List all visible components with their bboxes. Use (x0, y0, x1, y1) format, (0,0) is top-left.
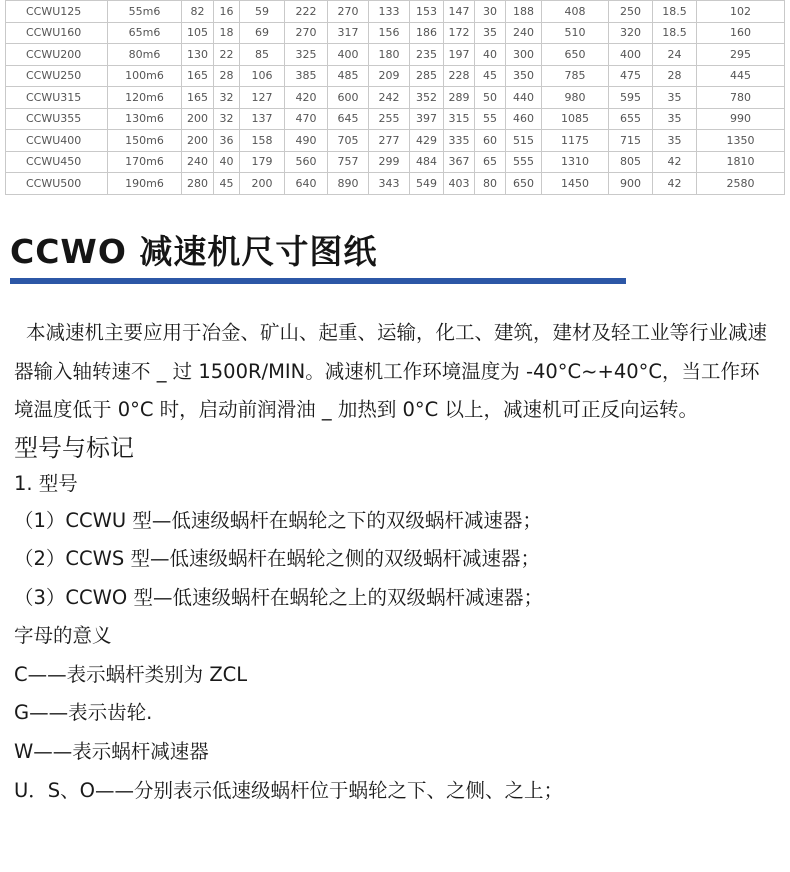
model-cell: CCWU250 (6, 65, 108, 87)
table-cell: 85 (240, 44, 285, 66)
table-cell: 22 (214, 44, 240, 66)
table-cell: 100m6 (108, 65, 182, 87)
table-cell: 1810 (697, 151, 785, 173)
table-cell: 133 (369, 1, 410, 23)
table-cell: 440 (506, 87, 542, 109)
table-cell: 352 (410, 87, 444, 109)
table-cell: 385 (285, 65, 328, 87)
table-cell: 50 (475, 87, 506, 109)
table-cell: 429 (410, 130, 444, 152)
table-cell: 270 (285, 22, 328, 44)
letter-meaning-line: W——表示蜗杆减速器 (14, 740, 209, 764)
table-cell: 28 (653, 65, 697, 87)
content-block (14, 314, 774, 810)
table-row (6, 22, 785, 44)
table-cell: 289 (444, 87, 475, 109)
table-cell: 757 (328, 151, 369, 173)
table-cell: 400 (328, 44, 369, 66)
table-cell: 45 (475, 65, 506, 87)
table-cell: 18.5 (653, 22, 697, 44)
table-cell: 325 (285, 44, 328, 66)
table-cell: 2580 (697, 173, 785, 195)
table-cell: 200 (182, 108, 214, 130)
table-cell: 299 (369, 151, 410, 173)
table-cell: 40 (475, 44, 506, 66)
table-cell: 515 (506, 130, 542, 152)
table-cell: 484 (410, 151, 444, 173)
table-cell: 130m6 (108, 108, 182, 130)
table-cell: 785 (542, 65, 609, 87)
table-cell: 705 (328, 130, 369, 152)
table-cell: 105 (182, 22, 214, 44)
table-cell: 715 (609, 130, 653, 152)
table-cell: 655 (609, 108, 653, 130)
table-cell: 150m6 (108, 130, 182, 152)
model-line: （1）CCWU 型—低速级蜗杆在蜗轮之下的双级蜗杆减速器； (14, 508, 542, 532)
table-cell: 315 (444, 108, 475, 130)
letter-meaning-line: U．S、O——分别表示低速级蜗杆位于蜗轮之下、之侧、之上； (14, 778, 563, 802)
table-cell: 30 (475, 1, 506, 23)
table-cell: 165 (182, 87, 214, 109)
table-cell: 42 (653, 151, 697, 173)
table-cell: 420 (285, 87, 328, 109)
model-line: （3）CCWO 型—低速级蜗杆在蜗轮之上的双级蜗杆减速器； (14, 585, 543, 609)
table-cell: 16 (214, 1, 240, 23)
table-cell: 403 (444, 173, 475, 195)
table-cell: 320 (609, 22, 653, 44)
table-cell: 280 (182, 173, 214, 195)
table-cell: 172 (444, 22, 475, 44)
table-cell: 55 (475, 108, 506, 130)
table-cell: 153 (410, 1, 444, 23)
table-cell: 645 (328, 108, 369, 130)
table-cell: 640 (285, 173, 328, 195)
table-row (6, 87, 785, 109)
table-cell: 408 (542, 1, 609, 23)
spec-table-body (6, 1, 785, 195)
section-title: CCWO 减速机尺寸图纸 (10, 232, 378, 271)
table-cell: 60 (475, 130, 506, 152)
table-cell: 65 (475, 151, 506, 173)
model-heading: 型号与标记 (14, 433, 134, 462)
table-cell: 200 (240, 173, 285, 195)
table-cell: 200 (182, 130, 214, 152)
table-row (6, 108, 785, 130)
table-cell: 555 (506, 151, 542, 173)
table-row (6, 1, 785, 23)
table-cell: 1450 (542, 173, 609, 195)
table-row (6, 130, 785, 152)
table-cell: 240 (182, 151, 214, 173)
table-cell: 35 (653, 108, 697, 130)
table-cell: 35 (653, 130, 697, 152)
table-cell: 147 (444, 1, 475, 23)
table-cell: 127 (240, 87, 285, 109)
table-cell: 80m6 (108, 44, 182, 66)
table-cell: 228 (444, 65, 475, 87)
table-cell: 179 (240, 151, 285, 173)
table-cell: 805 (609, 151, 653, 173)
model-line: （2）CCWS 型—低速级蜗杆在蜗轮之侧的双级蜗杆减速器； (14, 547, 540, 571)
table-cell: 595 (609, 87, 653, 109)
table-cell: 80 (475, 173, 506, 195)
letter-meaning-line: G——表示齿轮. (14, 701, 153, 725)
table-cell: 460 (506, 108, 542, 130)
table-cell: 890 (328, 173, 369, 195)
table-cell: 900 (609, 173, 653, 195)
table-cell: 400 (609, 44, 653, 66)
table-cell: 190m6 (108, 173, 182, 195)
table-cell: 560 (285, 151, 328, 173)
table-cell: 18 (214, 22, 240, 44)
table-cell: 650 (506, 173, 542, 195)
table-cell: 300 (506, 44, 542, 66)
table-cell: 317 (328, 22, 369, 44)
table-cell: 485 (328, 65, 369, 87)
table-cell: 549 (410, 173, 444, 195)
table-cell: 59 (240, 1, 285, 23)
table-cell: 180 (369, 44, 410, 66)
table-cell: 270 (328, 1, 369, 23)
table-cell: 106 (240, 65, 285, 87)
table-row (6, 44, 785, 66)
table-cell: 235 (410, 44, 444, 66)
table-cell: 490 (285, 130, 328, 152)
table-cell: 55m6 (108, 1, 182, 23)
table-cell: 82 (182, 1, 214, 23)
table-cell: 780 (697, 87, 785, 109)
table-cell: 295 (697, 44, 785, 66)
table-row (6, 65, 785, 87)
model-cell: CCWU450 (6, 151, 108, 173)
table-cell: 188 (506, 1, 542, 23)
table-cell: 35 (475, 22, 506, 44)
table-cell: 160 (697, 22, 785, 44)
table-cell: 69 (240, 22, 285, 44)
model-cell: CCWU160 (6, 22, 108, 44)
table-cell: 650 (542, 44, 609, 66)
table-cell: 285 (410, 65, 444, 87)
table-cell: 600 (328, 87, 369, 109)
table-cell: 186 (410, 22, 444, 44)
table-cell: 120m6 (108, 87, 182, 109)
table-cell: 475 (609, 65, 653, 87)
table-cell: 1310 (542, 151, 609, 173)
table-cell: 367 (444, 151, 475, 173)
table-cell: 165 (182, 65, 214, 87)
table-cell: 102 (697, 1, 785, 23)
table-cell: 277 (369, 130, 410, 152)
model-cell: CCWU315 (6, 87, 108, 109)
table-cell: 1085 (542, 108, 609, 130)
table-cell: 42 (653, 173, 697, 195)
table-cell: 45 (214, 173, 240, 195)
model-cell: CCWU125 (6, 1, 108, 23)
table-cell: 242 (369, 87, 410, 109)
table-cell: 1350 (697, 130, 785, 152)
table-cell: 40 (214, 151, 240, 173)
table-cell: 222 (285, 1, 328, 23)
table-cell: 250 (609, 1, 653, 23)
letter-meaning-line: C——表示蜗杆类别为 ZCL (14, 662, 248, 686)
table-cell: 343 (369, 173, 410, 195)
table-cell: 255 (369, 108, 410, 130)
table-cell: 170m6 (108, 151, 182, 173)
table-cell: 470 (285, 108, 328, 130)
table-cell: 130 (182, 44, 214, 66)
model-line: 1. 型号 (14, 471, 78, 495)
letter-meaning-heading: 字母的意义 (14, 624, 112, 648)
table-cell: 335 (444, 130, 475, 152)
table-cell: 980 (542, 87, 609, 109)
table-cell: 32 (214, 108, 240, 130)
table-cell: 510 (542, 22, 609, 44)
table-cell: 156 (369, 22, 410, 44)
table-cell: 990 (697, 108, 785, 130)
table-cell: 24 (653, 44, 697, 66)
table-cell: 35 (653, 87, 697, 109)
table-cell: 36 (214, 130, 240, 152)
table-cell: 240 (506, 22, 542, 44)
model-cell: CCWU400 (6, 130, 108, 152)
table-cell: 445 (697, 65, 785, 87)
model-cell: CCWU355 (6, 108, 108, 130)
table-cell: 209 (369, 65, 410, 87)
table-row (6, 151, 785, 173)
table-cell: 397 (410, 108, 444, 130)
table-cell: 32 (214, 87, 240, 109)
table-cell: 1175 (542, 130, 609, 152)
table-cell: 137 (240, 108, 285, 130)
table-cell: 197 (444, 44, 475, 66)
title-underline (10, 278, 626, 284)
table-row (6, 173, 785, 195)
table-cell: 158 (240, 130, 285, 152)
table-cell: 350 (506, 65, 542, 87)
table-cell: 18.5 (653, 1, 697, 23)
model-cell: CCWU200 (6, 44, 108, 66)
table-cell: 65m6 (108, 22, 182, 44)
spec-table (5, 0, 785, 195)
model-cell: CCWU500 (6, 173, 108, 195)
intro-paragraph: 本减速机主要应用于冶金、矿山、起重、运输，化工、建筑，建材及轻工业等行业减速器输入轴转速不 _ 过 1500R/MIN。减速机工作环境温度为 -40°C~+40°C，当工作环境温度低于 0°C 时，启动前润滑油 _ 加热到 0°C 以上，减速机可正反向运转。 (14, 321, 768, 421)
table-cell: 28 (214, 65, 240, 87)
